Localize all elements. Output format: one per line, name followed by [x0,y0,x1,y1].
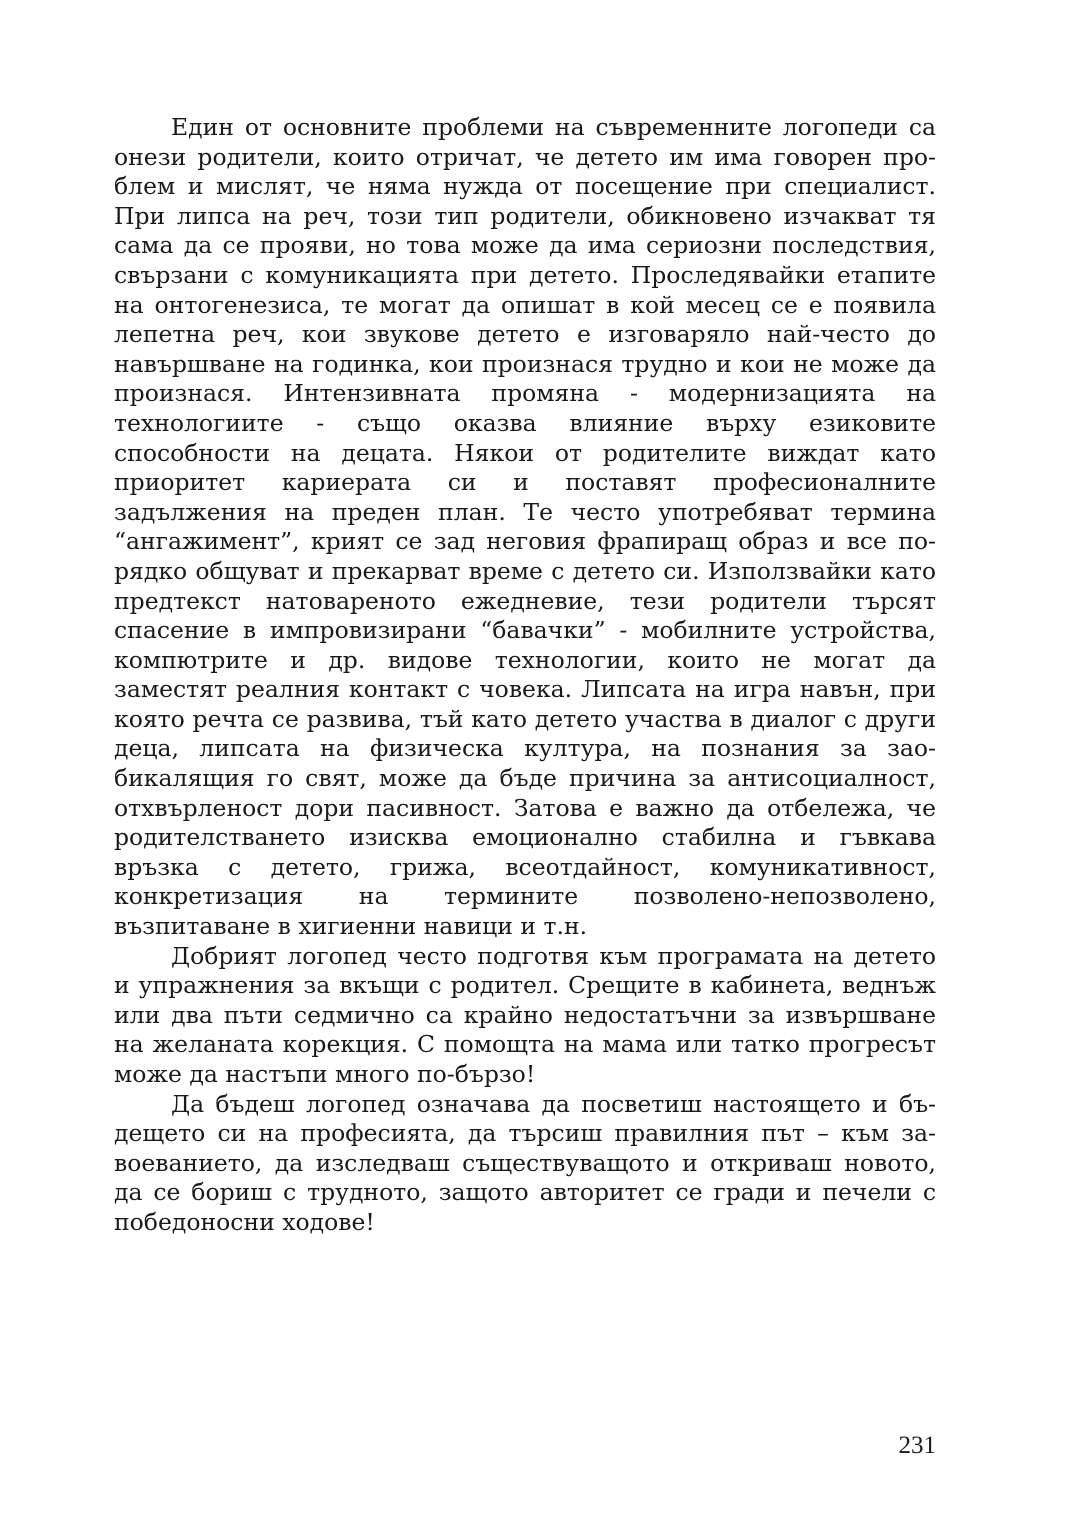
body-text [114,113,936,1238]
page-number: 231 [898,1432,936,1459]
paragraph-3: Да бъдеш логопед означава да посветиш настоящето и бъдещето си на професията, да търсиш правилния път – към завоеванието, да изследваш съществуващото и откриваш новото, да се бориш с трудното, защото авторитет се гради и печели с победоносни ходове! [114,1089,936,1236]
paragraph-2: Добрият логопед често подготвя към програмата на детето и упражнения за вкъщи с родител. Срещите в кабинета, веднъж или два пъти седмично са крайно недостатъчни за извършване на желаната корекция. С помощта на мама или татко прогресът може да настъпи много по-бързо! [114,941,936,1088]
paragraph-1: Един от основните проблеми на съвременните логопеди са онези родители, които отричат, че детето им има говорен проблем и мислят, че няма нужда от посещение при специалист. При липса на реч, този тип родители, обикновено изчакват тя сама да се прояви, но това може да има сериозни последствия, свързани с комуникацията при детето. Проследявайки етапите на онтогенезиса, те могат да опишат в кой месец се е появила лепетна реч, кои звукове детето е изговаряло най-често до навършване на годинка, кои произнася трудно и кои не може да произнася. Интензивната промяна - модернизацията на технологиите - също оказва влияние върху езиковите способности на децата. Някои от родителите виждат като приоритет кариерата си и поставят професионалните задължения на преден план. Те често употребяват термина “ангажимент”, крият се зад неговия фрапиращ образ и все по-рядко общуват и прекарват време с детето си. Използвайки като предтекст натовареното ежедневие, тези родители търсят спасение в импровизирани “бавачки” - мобилните устройства, компютрите и др. видове технологии, които не могат да заместят реалния контакт с човека. Липсата на игра навън, при която речта се развива, тъй като детето участва в диалог с други деца, липсата на физическа култура, на познания за заобикалящия го свят, може да бъде причина за антисоциалност, отхвърленост дори пасивност. Затова е важно да отбележа, че родителстването изисква емоционално стабилна и гъвкава връзка с детето, грижа, всеотдайност, комуникативност, конкретизация на термините позволено-непозволено, възпитаване в хигиенни навици и т.н. [114,113,936,941]
